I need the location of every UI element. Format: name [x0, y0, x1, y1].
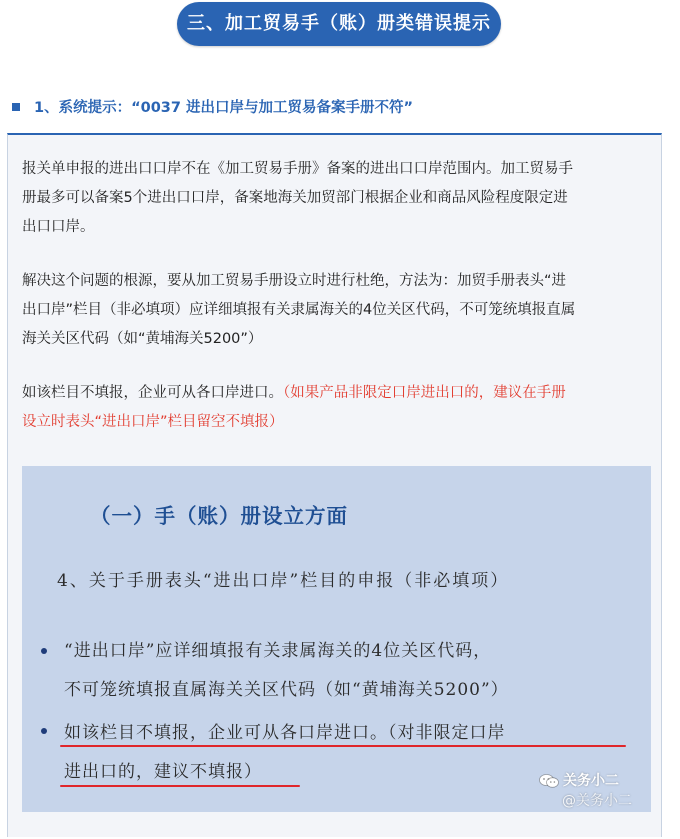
excerpt-panel [22, 466, 651, 812]
p3-black: 如该栏目不填报，企业可从各口岸进口。 [22, 385, 283, 401]
page-title: 三、加工贸易手（账）册类错误提示 [177, 2, 501, 46]
bullet1-line2: 不可笼统填报直属海关关区代码（如“黄埔海关5200”） [64, 680, 509, 700]
watermark-text: 关务小二 [563, 773, 619, 789]
content-box [7, 133, 662, 837]
p2-line2: 出口岸”栏目（非必填项）应详细填报有关隶属海关的4位关区代码，不可笼统填报直属 [22, 302, 576, 318]
paragraph-note [22, 379, 652, 437]
watermark-sub: @关务小二 [562, 793, 632, 809]
section-heading-text: 1、系统提示：“0037 进出口岸与加工贸易备案手册不符” [34, 100, 414, 116]
bullet1-line1: “进出口岸”应详细填报有关隶属海关的4位关区代码， [64, 641, 492, 661]
red-underline [60, 785, 300, 787]
p2-line3: 海关关区代码（如“黄埔海关5200”） [22, 331, 263, 347]
section-heading [12, 97, 413, 119]
p3-red-line2: 设立时表头“进出口岸”栏目留空不填报） [22, 414, 284, 430]
item-heading: 4、关于手册表头“进出口岸”栏目的申报（非必填项） [57, 571, 510, 591]
bullet-dot-icon [41, 648, 47, 654]
bullet-dot-icon [41, 728, 47, 734]
bullet2-line1: 如该栏目不填报，企业可从各口岸进口。（对非限定口岸 [64, 723, 506, 743]
red-underline [60, 745, 626, 747]
p1-line1: 报关单申报的进出口口岸不在《加工贸易手册》备案的进出口口岸范围内。加工贸易手 [22, 161, 573, 177]
paragraph-explanation [22, 155, 652, 242]
p2-line1: 解决这个问题的根源，要从加工贸易手册设立时进行杜绝，方法为：加贸手册表头“进 [22, 273, 567, 289]
p1-line2: 册最多可以备案5个进出口口岸，备案地海关加贸部门根据企业和商品风险程度限定进 [22, 190, 568, 206]
watermark [539, 770, 619, 790]
p1-line3: 出口口岸。 [22, 219, 95, 235]
paragraph-solution [22, 267, 652, 354]
wechat-icon [539, 774, 559, 788]
square-bullet-icon [12, 103, 20, 111]
bullet2-line2: 进出口的，建议不填报） [64, 762, 262, 782]
panel-title: （一）手（账）册设立方面 [90, 504, 348, 528]
p3-red-line1: （如果产品非限定口岸进出口的，建议在手册 [283, 385, 566, 401]
